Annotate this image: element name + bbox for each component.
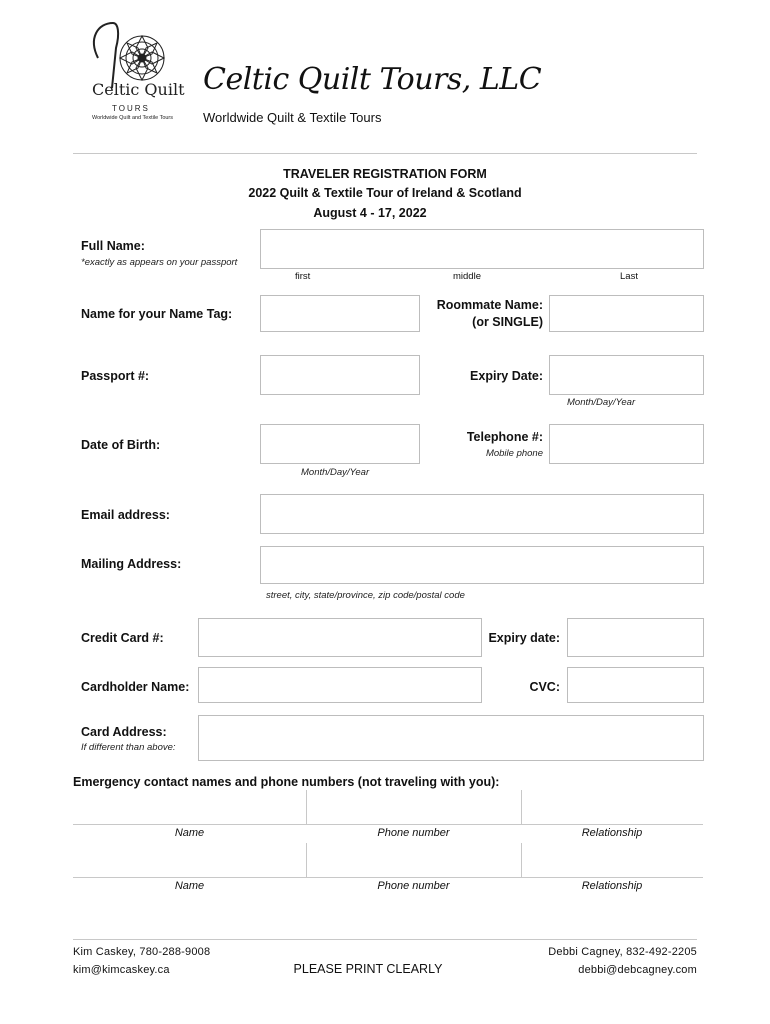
footer-contact-kim: Kim Caskey, 780-288-9008 — [73, 946, 211, 958]
emergency-divider — [306, 843, 307, 877]
expiry-date-label: Expiry Date: — [470, 369, 543, 383]
mobile-phone-hint: Mobile phone — [485, 448, 543, 459]
mailing-address-field[interactable] — [260, 546, 704, 584]
expiry-format-hint: Month/Day/Year — [567, 397, 636, 408]
emergency-divider — [521, 843, 522, 877]
telephone-field[interactable] — [549, 424, 704, 464]
card-expiry-label: Expiry date: — [488, 631, 560, 645]
roommate-label: Roommate Name: — [436, 298, 543, 312]
footer-divider — [73, 939, 697, 940]
company-tagline: Worldwide Quilt & Textile Tours — [203, 110, 382, 125]
mailing-address-hint: street, city, state/province, zip code/postal code — [266, 590, 465, 601]
passport-field[interactable] — [260, 355, 420, 395]
card-address-label: Card Address: — [81, 725, 167, 739]
roommate-field[interactable] — [549, 295, 704, 332]
footer-email-debbi: debbi@debcagney.com — [578, 964, 697, 976]
emergency-name-label: Name — [174, 880, 205, 892]
tour-dates: August 4 - 17, 2022 — [313, 206, 427, 220]
card-address-hint: If different than above: — [81, 742, 176, 753]
card-expiry-field[interactable] — [567, 618, 704, 657]
passport-label: Passport #: — [81, 369, 150, 383]
credit-card-field[interactable] — [198, 618, 482, 657]
footer-contact-debbi: Debbi Cagney, 832-492-2205 — [548, 946, 697, 958]
emergency-phone-label: Phone number — [377, 827, 450, 839]
tour-title: 2022 Quilt & Textile Tour of Ireland & Scotland — [248, 186, 522, 200]
full-name-field[interactable] — [260, 229, 704, 269]
company-name: Celtic Quilt Tours, LLC — [203, 62, 542, 97]
mailing-address-label: Mailing Address: — [81, 557, 182, 571]
cvc-label: CVC: — [529, 680, 560, 694]
cardholder-label: Cardholder Name: — [81, 680, 190, 694]
name-tag-field[interactable] — [260, 295, 420, 332]
card-address-field[interactable] — [198, 715, 704, 761]
dob-label: Date of Birth: — [81, 438, 161, 452]
full-name-note: *exactly as appears on your passport — [81, 257, 238, 268]
emergency-heading: Emergency contact names and phone numbers (not traveling with you): — [73, 775, 500, 789]
emergency-phone-label: Phone number — [377, 880, 450, 892]
logo-text: Celtic Quilt — [92, 80, 185, 99]
emergency-name-label: Name — [174, 827, 205, 839]
email-field[interactable] — [260, 494, 704, 534]
middle-label: middle — [453, 271, 481, 282]
logo-tagline: Worldwide Quilt and Textile Tours — [92, 115, 174, 121]
dob-format-hint: Month/Day/Year — [301, 467, 370, 478]
passport-expiry-field[interactable] — [549, 355, 704, 395]
emergency-divider — [521, 790, 522, 824]
cardholder-field[interactable] — [198, 667, 482, 703]
emergency-divider — [306, 790, 307, 824]
print-clearly-note: PLEASE PRINT CLEARLY — [293, 962, 443, 976]
telephone-label: Telephone #: — [466, 430, 543, 444]
credit-card-label: Credit Card #: — [81, 631, 164, 645]
full-name-label: Full Name: — [81, 239, 145, 253]
name-tag-label: Name for your Name Tag: — [81, 307, 233, 321]
first-label: first — [295, 271, 311, 282]
emergency-line-1[interactable] — [73, 824, 703, 825]
emergency-relationship-label: Relationship — [581, 880, 643, 892]
cvc-field[interactable] — [567, 667, 704, 703]
roommate-label-single: (or SINGLE) — [472, 315, 543, 329]
emergency-relationship-label: Relationship — [581, 827, 643, 839]
header-divider — [73, 153, 697, 154]
dob-field[interactable] — [260, 424, 420, 464]
footer-email-kim: kim@kimcaskey.ca — [73, 964, 170, 976]
logo — [78, 18, 188, 128]
form-title: TRAVELER REGISTRATION FORM — [283, 167, 487, 181]
emergency-line-2[interactable] — [73, 877, 703, 878]
last-label: Last — [620, 271, 638, 282]
email-label: Email address: — [81, 508, 170, 522]
logo-tours: TOURS — [112, 104, 150, 113]
